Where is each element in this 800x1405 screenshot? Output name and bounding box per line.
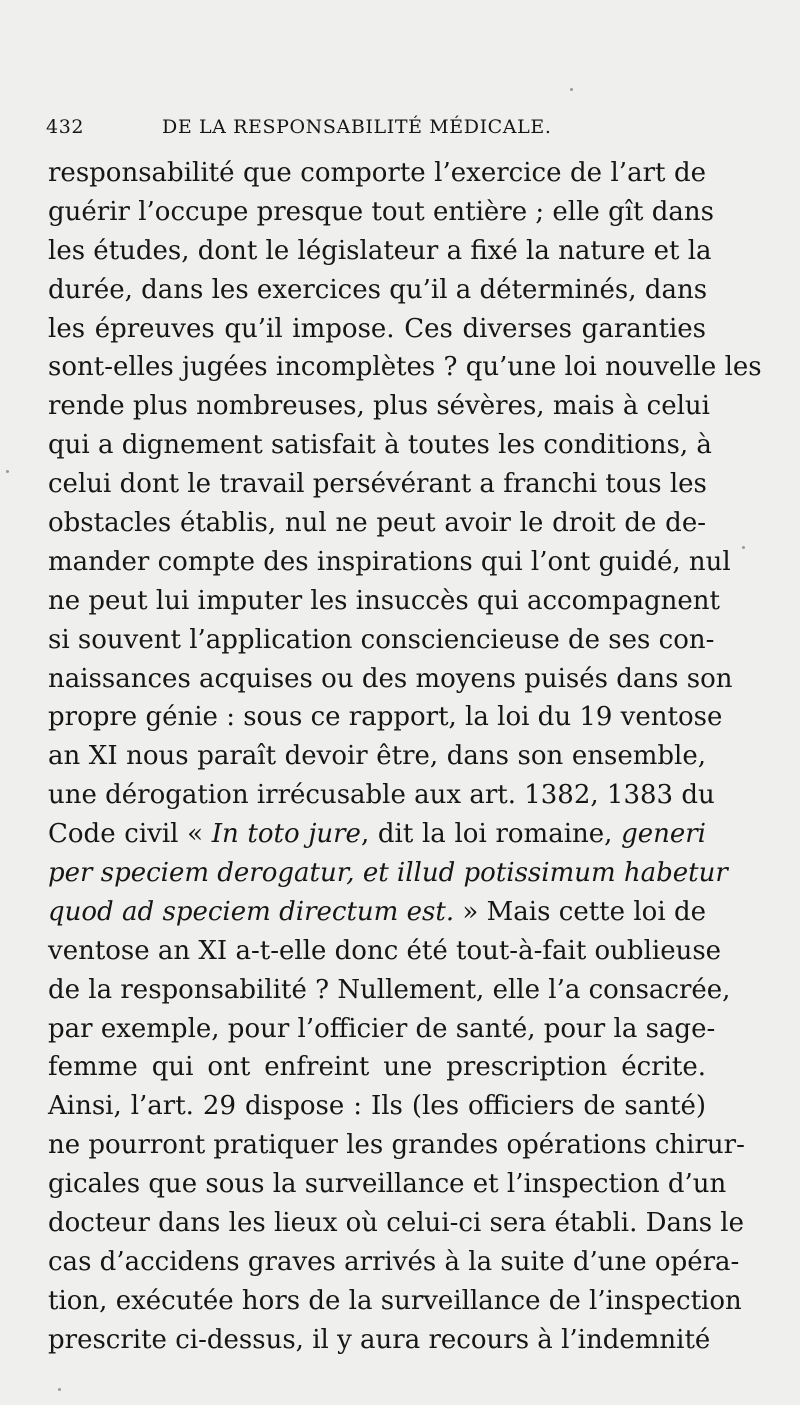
paper-speck <box>58 1388 61 1391</box>
paper-speck <box>570 88 573 91</box>
text-line: Ainsi, l’art. 29 dispose : Ils (les officiers de santé) <box>48 1091 706 1122</box>
text-line: femme qui ont enfreint une prescription écrite. <box>48 1052 706 1083</box>
page-header <box>46 114 712 144</box>
text-line: si souvent l’application consciencieuse de ses con- <box>48 624 715 655</box>
text-line: les épreuves qu’il impose. Ces diverses garanties <box>48 313 706 344</box>
text-line: ne peut lui imputer les insuccès qui accompagnent <box>48 585 721 616</box>
body-text <box>48 154 762 1360</box>
text-line: mander compte des inspirations qui l’ont guidé, nul <box>48 546 731 577</box>
text-line: ventose an XI a-t-elle donc été tout-à-fait oublieuse <box>48 935 722 966</box>
text-line: propre génie : sous ce rapport, la loi du 19 ventose <box>48 702 723 733</box>
latin-quote-line: per speciem derogatur, et illud potissimum habetur <box>48 858 728 889</box>
text-line: ne pourront pratiquer les grandes opérations chirur- <box>48 1130 745 1161</box>
text-line: tion, exécutée hors de la surveillance de l’inspection <box>48 1285 742 1316</box>
text-line: sont-elles jugées incomplètes ? qu’une loi nouvelle les <box>48 352 762 383</box>
running-head: DE LA RESPONSABILITÉ MÉDICALE. <box>162 116 552 138</box>
text-line: de la responsabilité ? Nullement, elle l’a consacrée, <box>48 974 731 1005</box>
text-line: par exemple, pour l’officier de santé, pour la sage- <box>48 1013 716 1044</box>
text-line: obstacles établis, nul ne peut avoir le droit de de- <box>48 508 706 539</box>
latin-quote: In toto jure <box>211 819 361 850</box>
text-line: durée, dans les exercices qu’il a déterminés, dans <box>48 274 708 305</box>
text-segment: , dit la loi romaine, <box>360 819 622 850</box>
text-line: les études, dont le législateur a fixé la nature et la <box>48 235 712 266</box>
text-segment: Code civil « <box>48 819 212 850</box>
text-line: cas d’accidens graves arrivés à la suite d’une opéra- <box>48 1246 740 1277</box>
text-line: docteur dans les lieux où celui-ci sera établi. Dans le <box>48 1208 745 1239</box>
paper-speck <box>6 470 9 473</box>
text-segment: » Mais cette loi de <box>454 896 706 927</box>
latin-quote: quod ad speciem directum est. <box>48 896 455 927</box>
text-line: prescrite ci-dessus, il y aura recours à l’indemnité <box>48 1324 711 1355</box>
text-line: gicales que sous la surveillance et l’inspection d’un <box>48 1169 727 1200</box>
text-line: rende plus nombreuses, plus sévères, mais à celui <box>48 391 710 422</box>
page-number: 432 <box>46 116 85 138</box>
text-line-quote-end <box>48 893 706 932</box>
text-line: responsabilité que comporte l’exercice de l’art de <box>48 158 706 188</box>
text-line: une dérogation irrécusable aux art. 1382, 1383 du <box>48 780 715 811</box>
text-line-quote-start <box>48 815 706 854</box>
text-line: guérir l’occupe presque tout entière ; elle gît dans <box>48 196 714 227</box>
text-line: naissances acquises ou des moyens puisés dans son <box>48 663 733 694</box>
text-line: qui a dignement satisfait à toutes les conditions, à <box>48 430 712 461</box>
latin-quote: generi <box>621 819 706 850</box>
paper-speck <box>742 546 745 549</box>
text-line: an XI nous paraît devoir être, dans son ensemble, <box>48 741 706 772</box>
text-line: celui dont le travail persévérant a franchi tous les <box>48 469 707 500</box>
